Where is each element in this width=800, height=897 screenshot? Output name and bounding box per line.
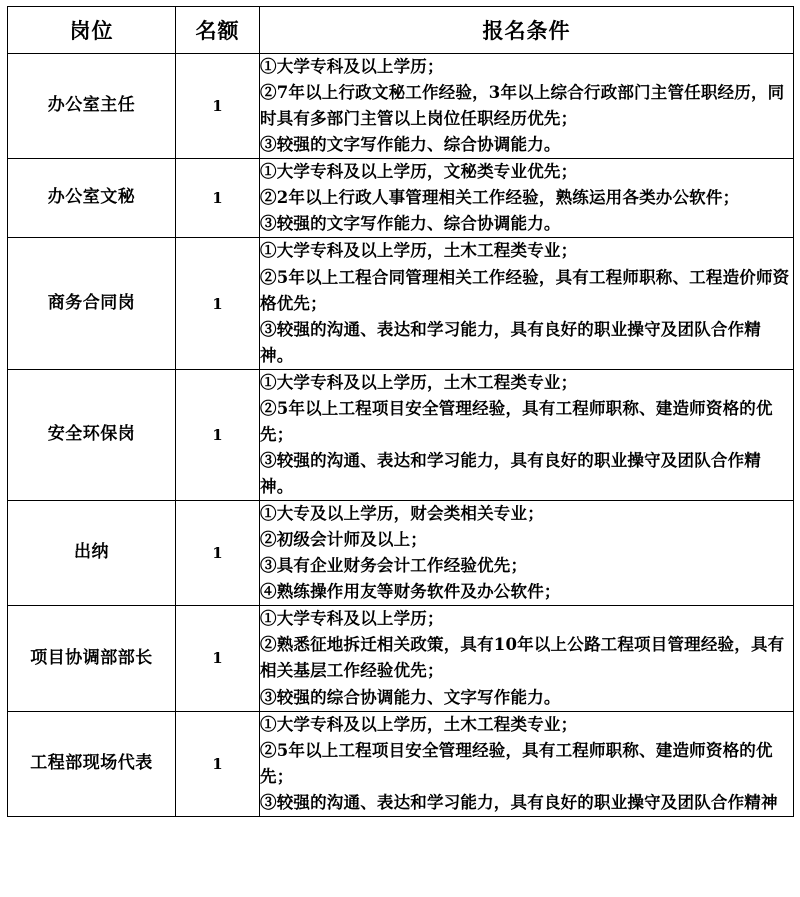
cell-quota: 1: [176, 369, 260, 500]
condition-line: ②初级会计师及以上；: [260, 530, 427, 550]
condition-line: ②7年以上行政文秘工作经验，3年以上综合行政部门主管任职经历，同时具有多部门主管以上岗位任职经历优先；: [260, 83, 785, 129]
cell-quota: 1: [176, 54, 260, 159]
cell-quota: 1: [176, 606, 260, 711]
table-row: [8, 54, 794, 159]
table-row: [8, 369, 794, 500]
cell-conditions: [260, 238, 794, 369]
cell-post: 办公室文秘: [8, 159, 176, 238]
condition-line: ①大学专科及以上学历；: [260, 57, 444, 76]
cell-conditions: [260, 369, 794, 500]
condition-line: ①大学专科及以上学历，土木工程类专业；: [260, 372, 578, 392]
recruitment-table: [7, 6, 794, 817]
table-row: [8, 606, 794, 711]
cell-quota: 1: [176, 238, 260, 369]
cell-conditions: [260, 54, 794, 159]
cell-post: 工程部现场代表: [8, 711, 176, 816]
condition-line: ②2年以上行政人事管理相关工作经验，熟练运用各类办公软件；: [260, 188, 740, 208]
cell-quota: 1: [176, 711, 260, 816]
cell-post: 商务合同岗: [8, 238, 176, 369]
condition-line: ③具有企业财务会计工作经验优先；: [260, 556, 528, 576]
condition-line: ①大学专科及以上学历，土木工程类专业；: [260, 241, 578, 261]
cell-post: 安全环保岗: [8, 369, 176, 500]
column-header-post: 岗位: [8, 7, 176, 54]
cell-conditions: [260, 711, 794, 816]
table-row: [8, 159, 794, 238]
cell-conditions: [260, 606, 794, 711]
condition-line: ②5年以上工程合同管理相关工作经验，具有工程师职称、工程造价师资格优先；: [260, 267, 790, 313]
column-header-quota: 名额: [176, 7, 260, 54]
cell-quota: 1: [176, 501, 260, 606]
condition-line: ①大学专科及以上学历，土木工程类专业；: [260, 714, 578, 734]
condition-line: ②5年以上工程项目安全管理经验，具有工程师职称、建造师资格的优先；: [260, 398, 773, 444]
condition-line: ③较强的综合协调能力、文字写作能力。: [260, 687, 561, 707]
table-row: [8, 501, 794, 606]
condition-line: ①大专及以上学历，财会类相关专业；: [260, 504, 544, 524]
cell-conditions: [260, 501, 794, 606]
condition-line: ③较强的文字写作能力、综合协调能力。: [260, 135, 561, 155]
condition-line: ①大学专科及以上学历，文秘类专业优先；: [260, 162, 578, 182]
condition-line: ④熟练操作用友等财务软件及办公软件；: [260, 582, 561, 602]
table-header-row: [8, 7, 794, 54]
cell-post: 办公室主任: [8, 54, 176, 159]
condition-line: ①大学专科及以上学历；: [260, 609, 444, 629]
table-body: [8, 54, 794, 817]
condition-line: ②5年以上工程项目安全管理经验，具有工程师职称、建造师资格的优先；: [260, 740, 773, 786]
table-row: [8, 238, 794, 369]
cell-quota: 1: [176, 159, 260, 238]
table-header: [8, 7, 794, 54]
condition-line: ③较强的沟通、表达和学习能力，具有良好的职业操守及团队合作精神。: [260, 319, 761, 365]
condition-line: ③较强的沟通、表达和学习能力，具有良好的职业操守及团队合作精神: [260, 792, 778, 812]
condition-line: ③较强的文字写作能力、综合协调能力。: [260, 214, 561, 234]
cell-post: 出纳: [8, 501, 176, 606]
table-row: [8, 711, 794, 816]
cell-conditions: [260, 159, 794, 238]
condition-line: ③较强的沟通、表达和学习能力，具有良好的职业操守及团队合作精神。: [260, 450, 761, 496]
column-header-conditions: 报名条件: [260, 7, 794, 54]
condition-line: ②熟悉征地拆迁相关政策，具有10年以上公路工程项目管理经验，具有相关基层工作经验优先；: [260, 635, 785, 681]
cell-post: 项目协调部部长: [8, 606, 176, 711]
